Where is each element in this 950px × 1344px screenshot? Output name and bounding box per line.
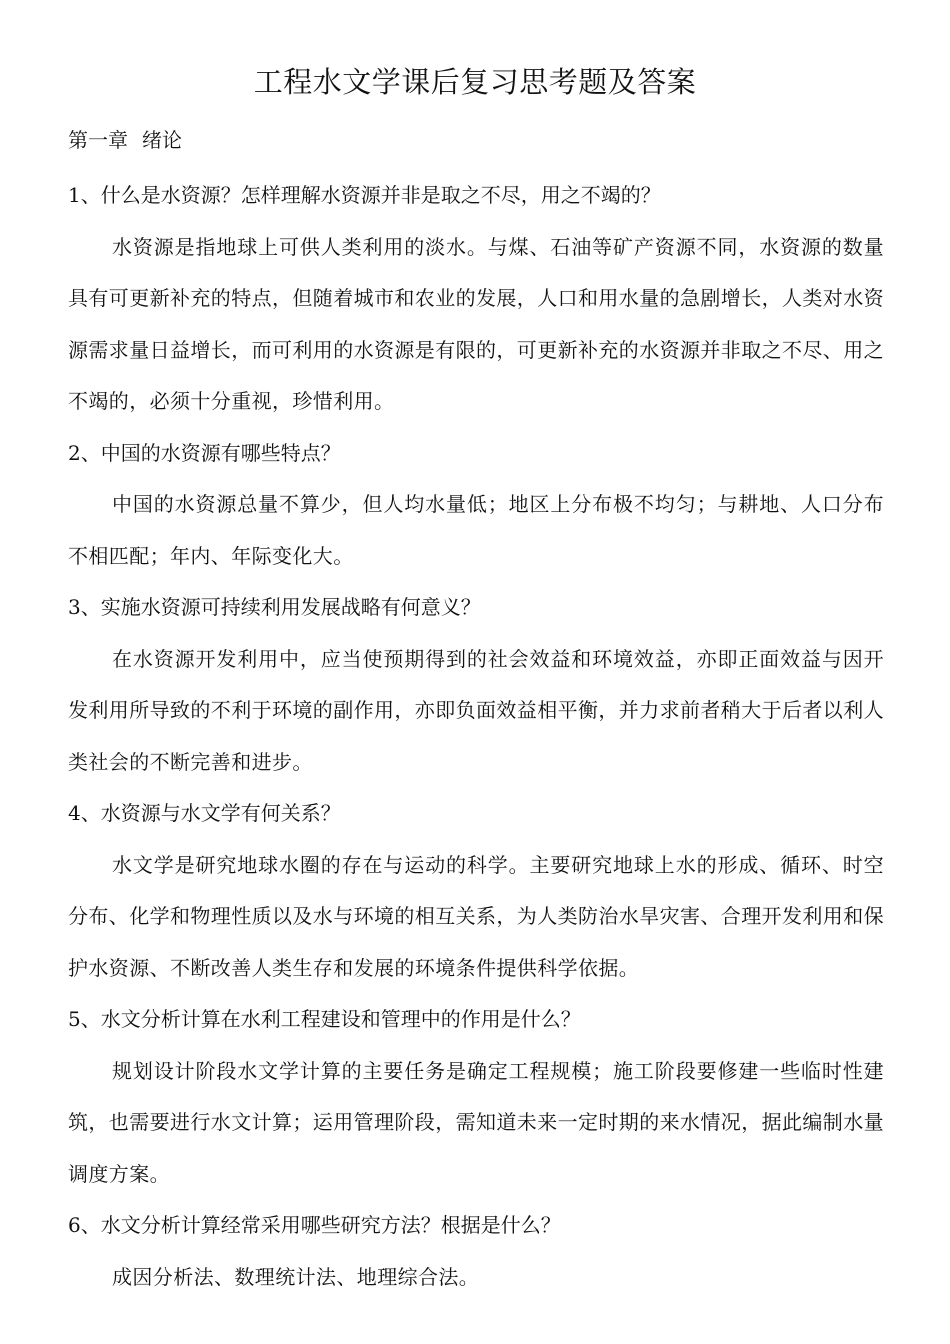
answer-4: 水文学是研究地球水圈的存在与运动的科学。主要研究地球上水的形成、循环、时空分布、化学和物理性质以及水与环境的相互关系，为人类防治水旱灾害、合理开发利用和保护水资源、不断改善人类生存和发展的环境条件提供科学依据。 <box>68 852 884 980</box>
answer-5: 规划设计阶段水文学计算的主要任务是确定工程规模；施工阶段要修建一些临时性建筑，也需要进行水文计算；运用管理阶段，需知道未来一定时期的来水情况，据此编制水量调度方案。 <box>68 1058 884 1186</box>
chapter-number: 第一章 <box>68 128 128 152</box>
answer-1: 水资源是指地球上可供人类利用的淡水。与煤、石油等矿产资源不同，水资源的数量具有可更新补充的特点，但随着城市和农业的发展，人口和用水量的急剧增长，人类对水资源需求量日益增长，而可利用的水资源是有限的，可更新补充的水资源并非取之不尽、用之不竭的，必须十分重视，珍惜利用。 <box>68 234 884 413</box>
question-4: 4、水资源与水文学有何关系？ <box>68 801 341 825</box>
chapter-name: 绪论 <box>142 128 182 152</box>
answer-3: 在水资源开发利用中，应当使预期得到的社会效益和环境效益，亦即正面效益与因开发利用所导致的不利于环境的副作用，亦即负面效益相平衡，并力求前者稍大于后者以利人类社会的不断完善和进步。 <box>68 646 884 774</box>
question-2: 2、中国的水资源有哪些特点？ <box>68 440 341 465</box>
question-3: 3、实施水资源可持续利用发展战略有何意义？ <box>68 595 481 619</box>
question-6: 6、水文分析计算经常采用哪些研究方法？根据是什么？ <box>68 1213 561 1237</box>
chapter-heading <box>68 124 196 156</box>
qa-section <box>68 170 884 1303</box>
answer-6: 成因分析法、数理统计法、地理综合法。 <box>112 1264 480 1289</box>
document-title: 工程水文学课后复习思考题及答案 <box>253 65 697 99</box>
question-1: 1、什么是水资源？怎样理解水资源并非是取之不尽，用之不竭的？ <box>68 183 661 207</box>
question-5: 5、水文分析计算在水利工程建设和管理中的作用是什么？ <box>68 1007 581 1031</box>
answer-2: 中国的水资源总量不算少，但人均水量低；地区上分布极不均匀；与耕地、人口分布不相匹配；年内、年际变化大。 <box>68 492 884 568</box>
